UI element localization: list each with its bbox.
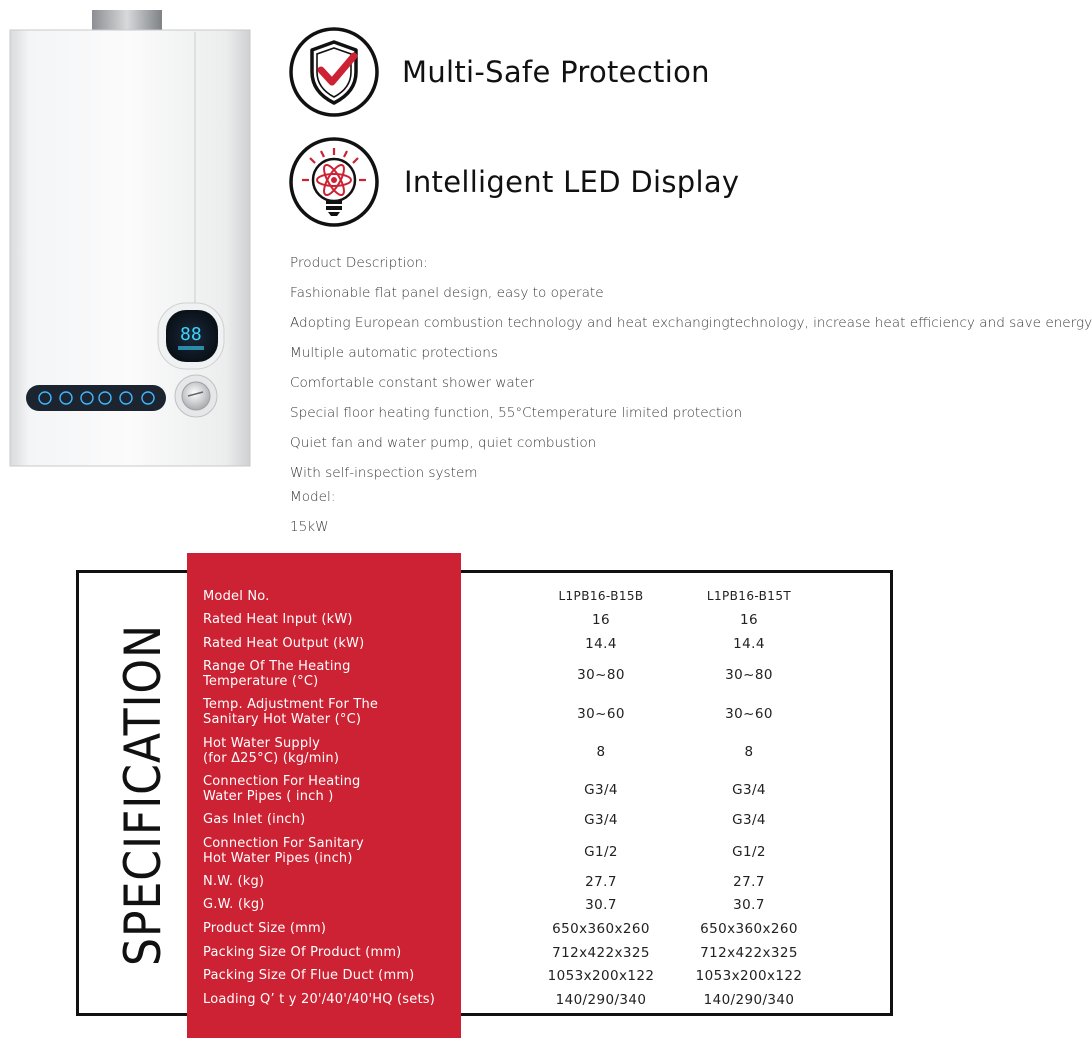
- row-value: 650x360x260: [552, 921, 650, 937]
- row-label: Loading Q’ t y 20'/40'/40'HQ (sets): [203, 992, 436, 1007]
- row-label: Hot Water Supply (for Δ25°C) (kg/min): [203, 736, 340, 766]
- description-item: Quiet fan and water pump, quiet combustion: [290, 435, 597, 451]
- feature-label: Multi-Safe Protection: [402, 55, 710, 89]
- feature-led-display: [288, 136, 739, 228]
- row-value: 650x360x260: [700, 921, 798, 937]
- display-digits: 88: [180, 324, 202, 345]
- row-value: 1053x200x122: [547, 968, 655, 984]
- row-value: 140/290/340: [703, 992, 795, 1008]
- svg-text:SPECIFICATION: SPECIFICATION: [114, 579, 172, 966]
- description-item: Adopting European combustion technology and heat exchangingtechnology, increase heat efficiency and save energy: [290, 315, 1092, 331]
- row-value: 712x422x325: [700, 945, 798, 961]
- row-value: 27.7: [585, 874, 617, 890]
- row-value: G3/4: [584, 812, 618, 828]
- atom-bulb-icon: [288, 136, 380, 228]
- row-value: G3/4: [732, 782, 766, 798]
- specification-label-panel: [187, 553, 461, 1038]
- row-label: Gas Inlet (inch): [203, 812, 306, 827]
- feature-multi-safe: [288, 26, 710, 118]
- shield-check-icon: [288, 26, 380, 118]
- row-label: G.W. (kg): [203, 897, 265, 912]
- header-label: Model No.: [203, 589, 270, 604]
- row-label: Packing Size Of Flue Duct (mm): [203, 968, 415, 983]
- row-value: 16: [592, 612, 610, 628]
- description-item: Fashionable flat panel design, easy to operate: [290, 285, 604, 301]
- model-value: 15kW: [290, 519, 329, 535]
- row-label: Range Of The Heating Temperature (°C): [203, 659, 351, 689]
- row-value: 30~60: [577, 706, 625, 722]
- row-value: 8: [744, 744, 754, 760]
- row-value: 27.7: [733, 874, 765, 890]
- feature-label: Intelligent LED Display: [404, 165, 740, 199]
- row-value: 712x422x325: [552, 945, 650, 961]
- row-value: 30~80: [577, 667, 625, 683]
- row-value: 14.4: [733, 636, 765, 652]
- row-label: Rated Heat Input (kW): [203, 612, 353, 627]
- row-label: N.W. (kg): [203, 874, 265, 889]
- row-value: 30~60: [725, 706, 773, 722]
- row-label: Connection For Sanitary Hot Water Pipes (inch): [203, 836, 364, 866]
- model-label: Model:: [290, 489, 336, 505]
- row-label: Connection For Heating Water Pipes ( inch ): [203, 774, 361, 804]
- row-value: 30.7: [585, 897, 617, 913]
- description-item: Comfortable constant shower water: [290, 375, 535, 391]
- row-value: G1/2: [732, 844, 766, 860]
- row-value: G3/4: [584, 782, 618, 798]
- row-value: G3/4: [732, 812, 766, 828]
- description-item: Multiple automatic protections: [290, 345, 498, 361]
- row-value: 8: [596, 744, 606, 760]
- column-header: L1PB16-B15B: [558, 589, 644, 603]
- description-heading: Product Description:: [290, 255, 428, 271]
- row-value: 1053x200x122: [695, 968, 803, 984]
- description-item: Special floor heating function, 55°Ctemperature limited protection: [290, 405, 743, 421]
- specification-title: [84, 579, 184, 970]
- row-value: 14.4: [585, 636, 617, 652]
- row-value: 30.7: [733, 897, 765, 913]
- water-heater-image: [0, 0, 260, 470]
- row-label: Packing Size Of Product (mm): [203, 945, 402, 960]
- row-label: Rated Heat Output (kW): [203, 636, 365, 651]
- row-value: 140/290/340: [555, 992, 647, 1008]
- column-header: L1PB16-B15T: [706, 589, 792, 603]
- row-value: G1/2: [584, 844, 618, 860]
- product-description: [290, 252, 1092, 546]
- description-item: With self-inspection system: [290, 465, 478, 481]
- row-value: 16: [740, 612, 758, 628]
- row-label: Temp. Adjustment For The Sanitary Hot Water (°C): [203, 697, 379, 727]
- row-label: Product Size (mm): [203, 921, 327, 936]
- row-value: 30~80: [725, 667, 773, 683]
